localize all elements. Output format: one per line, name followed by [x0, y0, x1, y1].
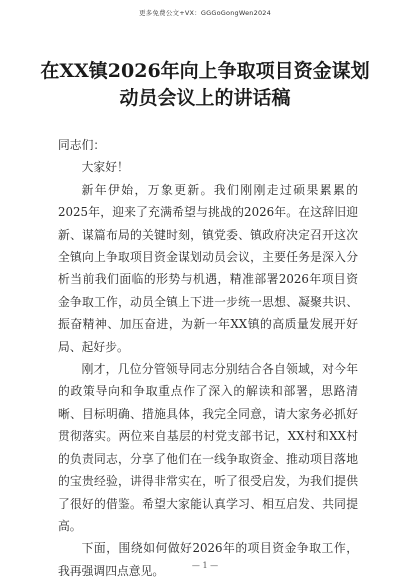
page-number: — 1 — [191, 561, 219, 570]
page-header: 更多免费公文+VX：GGGoGongWen2024 [139, 9, 271, 17]
salutation: 同志们： [58, 138, 106, 152]
document-title [40, 58, 370, 112]
title-line-2: 动员会议上的讲话稿 [119, 87, 291, 109]
document-body [58, 134, 358, 582]
paragraph: 刚才，几位分管领导同志分别结合各自领域，对今年的政策导向和争取重点作了深入的解读和部署，思路清晰、目标明确、措施具体，我完全同意，请大家务必抓好贯彻落实。两位来自基层的村党支部书记，XX村和XX村的负责同志，分享了他们在一线争取资金、推动项目落地的宝贵经验，讲得非常实在，听了很受启发，为我们提供了很好的借鉴。希望大家能认真学习、相互启发、共同提高。 [58, 362, 358, 533]
paragraph: 新年伊始，万象更新。我们刚刚走过硕果累累的2025年，迎来了充满希望与挑战的2026年。在这辞旧迎新、谋篇布局的关键时刻，镇党委、镇政府决定召开这次全镇向上争取项目资金谋划动员会议，主要任务是深入分析当前我们面临的形势与机遇，精准部署2026年项目资金争取工作，动员全镇上下进一步统一思想、凝聚共识、振奋精神、加压奋进，为新一年XX镇的高质量发展开好局、起好步。 [58, 182, 358, 354]
paragraph: 下面，围绕如何做好2026年的项目资金争取工作，我再强调四点意见。 [58, 541, 358, 578]
greeting: 大家好！ [81, 160, 129, 175]
title-line-1: 在XX镇2026年向上争取项目资金谋划 [40, 60, 370, 82]
